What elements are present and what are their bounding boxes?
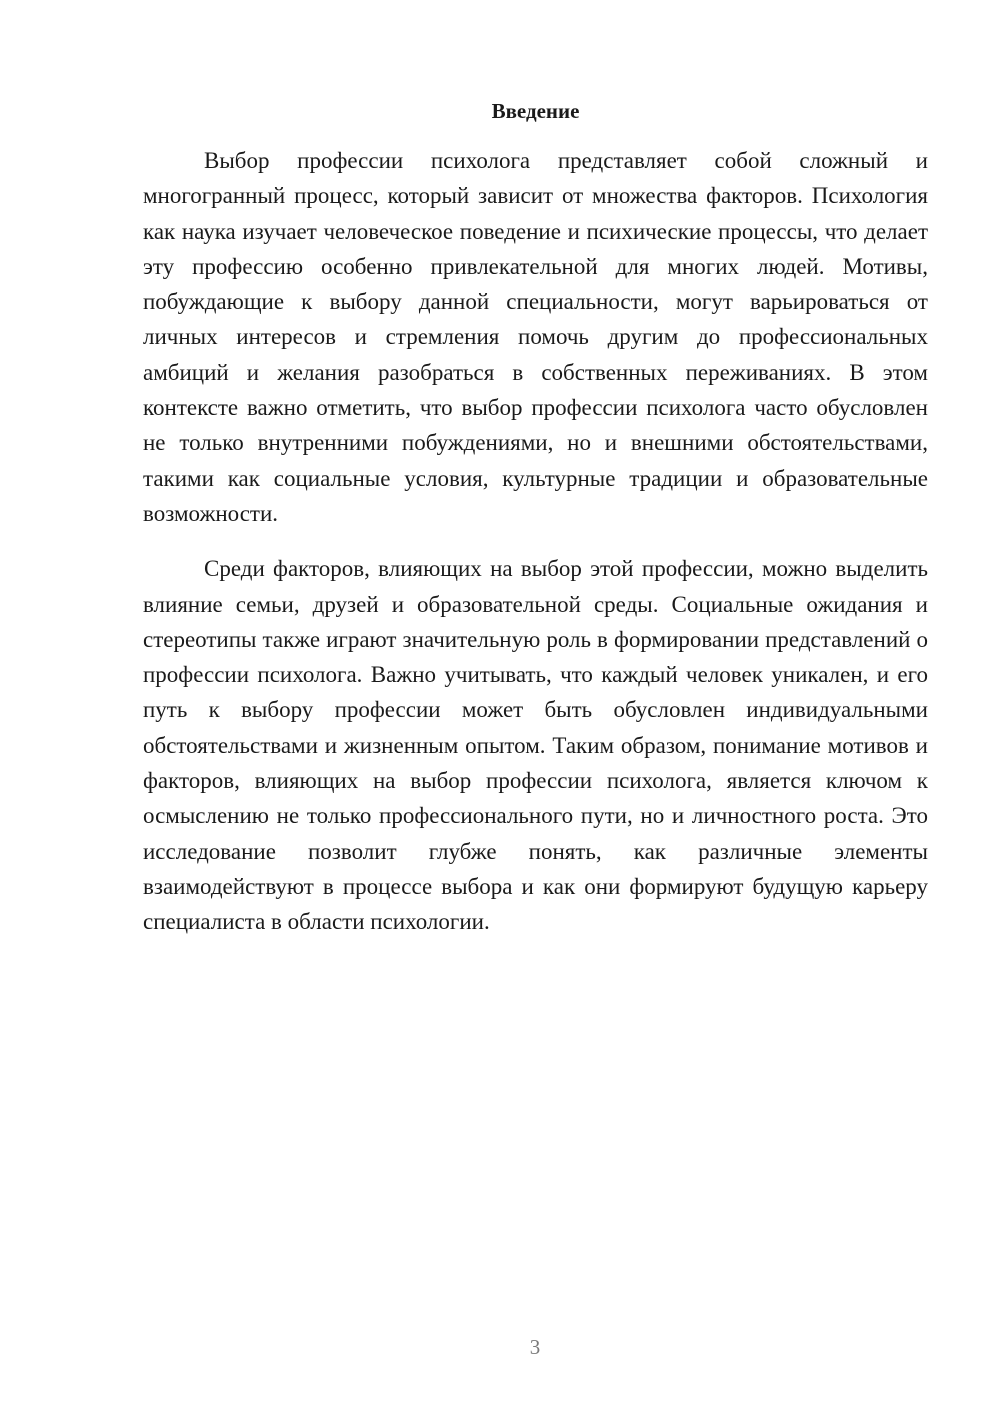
page-number: 3 — [529, 1335, 541, 1359]
body-text — [143, 143, 928, 940]
paragraph-1: Выбор профессии психолога представляет собой сложный и многогранный процесс, который зависит от множества факторов. Психология как наука изучает человеческое поведение и психические процессы, что делает эту профессию особенно привлекательной для многих людей. Мотивы, побуждающие к выбору данной специальности, могут варьироваться от личных интересов и стремления помочь другим до профессиональных амбиций и желания разобраться в собственных переживаниях. В этом контексте важно отметить, что выбор профессии психолога часто обусловлен не только внутренними побуждениями, но и внешними обстоятельствами, такими как социальные условия, культурные традиции и образовательные возможности. — [143, 148, 928, 526]
paragraph-2: Среди факторов, влияющих на выбор этой профессии, можно выделить влияние семьи, друзей и образовательной среды. Социальные ожидания и стереотипы также играют значительную роль в формировании представлений о профессии психолога. Важно учитывать, что каждый человек уникален, и его путь к выбору профессии может быть обусловлен индивидуальными обстоятельствами и жизненным опытом. Таким образом, понимание мотивов и факторов, влияющих на выбор профессии психолога, является ключом к осмыслению не только профессионального пути, но и личностного роста. Это исследование позволит глубже понять, как различные элементы взаимодействуют в процессе выбора и как они формируют будущую карьеру специалиста в области психологии. — [143, 556, 928, 935]
section-heading: Введение — [491, 99, 580, 123]
